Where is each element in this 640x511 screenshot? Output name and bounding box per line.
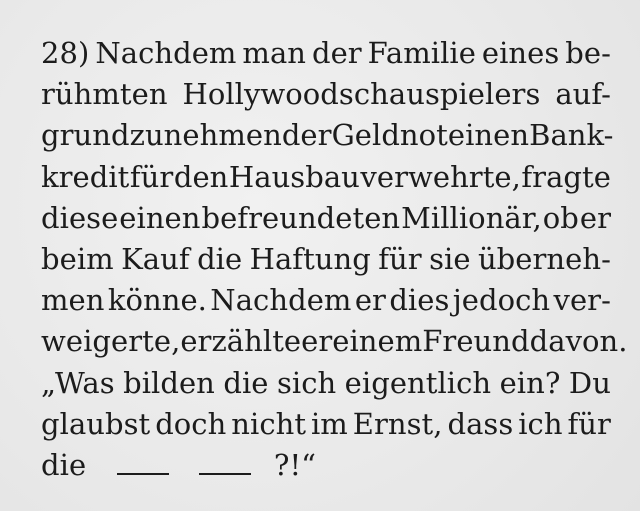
word: diese (41, 200, 119, 235)
word: Nachdem (95, 36, 237, 70)
word: für (378, 241, 422, 276)
word: den (173, 159, 229, 194)
word: davon. (529, 324, 628, 359)
word: sich (276, 365, 337, 400)
word: beim (41, 241, 114, 276)
text-line-1 (41, 33, 611, 74)
text-line-5 (41, 198, 611, 239)
word: Millionär, (401, 200, 542, 235)
word: be- (565, 36, 611, 70)
word: zunehmender (129, 118, 332, 153)
word: Nachdem (210, 283, 352, 318)
word: jedoch (452, 283, 551, 318)
text-line-10 (41, 404, 611, 445)
text-line-8 (41, 321, 628, 362)
text-line-2 (41, 74, 611, 115)
word: Hollywoodschauspielers (182, 77, 541, 112)
word: Freund (422, 324, 530, 359)
word: für (567, 406, 611, 441)
word: erzählte (180, 324, 302, 359)
word: ein? (499, 365, 561, 400)
text-line-9 (41, 363, 611, 404)
word: „Was (41, 365, 115, 400)
word: die (197, 241, 243, 276)
text-line-7 (41, 280, 611, 321)
word: im (310, 406, 348, 441)
word: einen (447, 118, 530, 153)
word: verwehrte, (360, 159, 521, 194)
word: einen (119, 200, 201, 235)
text-line-3 (41, 115, 614, 156)
word: men (41, 283, 105, 318)
word: sie (429, 241, 471, 276)
word: eines (481, 36, 560, 70)
word: Hausbau (228, 159, 360, 194)
puzzle-number: 28) (41, 36, 90, 70)
closing-punctuation: ?!“ (273, 447, 317, 482)
word: glaubst (41, 406, 151, 441)
word: kredit (41, 159, 130, 194)
word: eigentlich (344, 365, 492, 400)
word: Haftung (249, 241, 371, 276)
word: dies (389, 283, 450, 318)
word: die (41, 447, 87, 482)
word: ver- (553, 283, 611, 318)
word: ich (518, 406, 563, 441)
word: Geldnot (331, 118, 448, 153)
word: Bank- (529, 118, 614, 153)
word: Ernst, (352, 406, 443, 441)
word: dass (447, 406, 514, 441)
word: Kauf (121, 241, 190, 276)
word: grund (41, 118, 130, 153)
answer-blank-1 (117, 447, 169, 475)
puzzle-paragraph (41, 33, 628, 486)
word: könne. (107, 283, 207, 318)
word: Du (568, 365, 611, 400)
word: nicht (231, 406, 307, 441)
word: ob (542, 200, 579, 235)
text-line-6 (41, 239, 611, 280)
word: bilden (123, 365, 215, 400)
word: überneh- (477, 241, 611, 276)
word: weigerte, (41, 324, 181, 359)
word: der (311, 36, 362, 70)
word: die (223, 365, 269, 400)
word: er (301, 324, 333, 359)
text-line-4 (41, 157, 611, 198)
word: befreundeten (201, 200, 401, 235)
word: auf- (555, 77, 611, 112)
word: fragte (521, 159, 611, 194)
word: er (579, 200, 611, 235)
text-line-11 (41, 445, 611, 486)
answer-blank-2 (199, 447, 251, 475)
word: für (129, 159, 174, 194)
word: rühmten (41, 77, 168, 112)
word: Familie (367, 36, 476, 70)
word: doch (155, 406, 227, 441)
word: man (242, 36, 307, 70)
word: er (354, 283, 386, 318)
word: einem (332, 324, 423, 359)
